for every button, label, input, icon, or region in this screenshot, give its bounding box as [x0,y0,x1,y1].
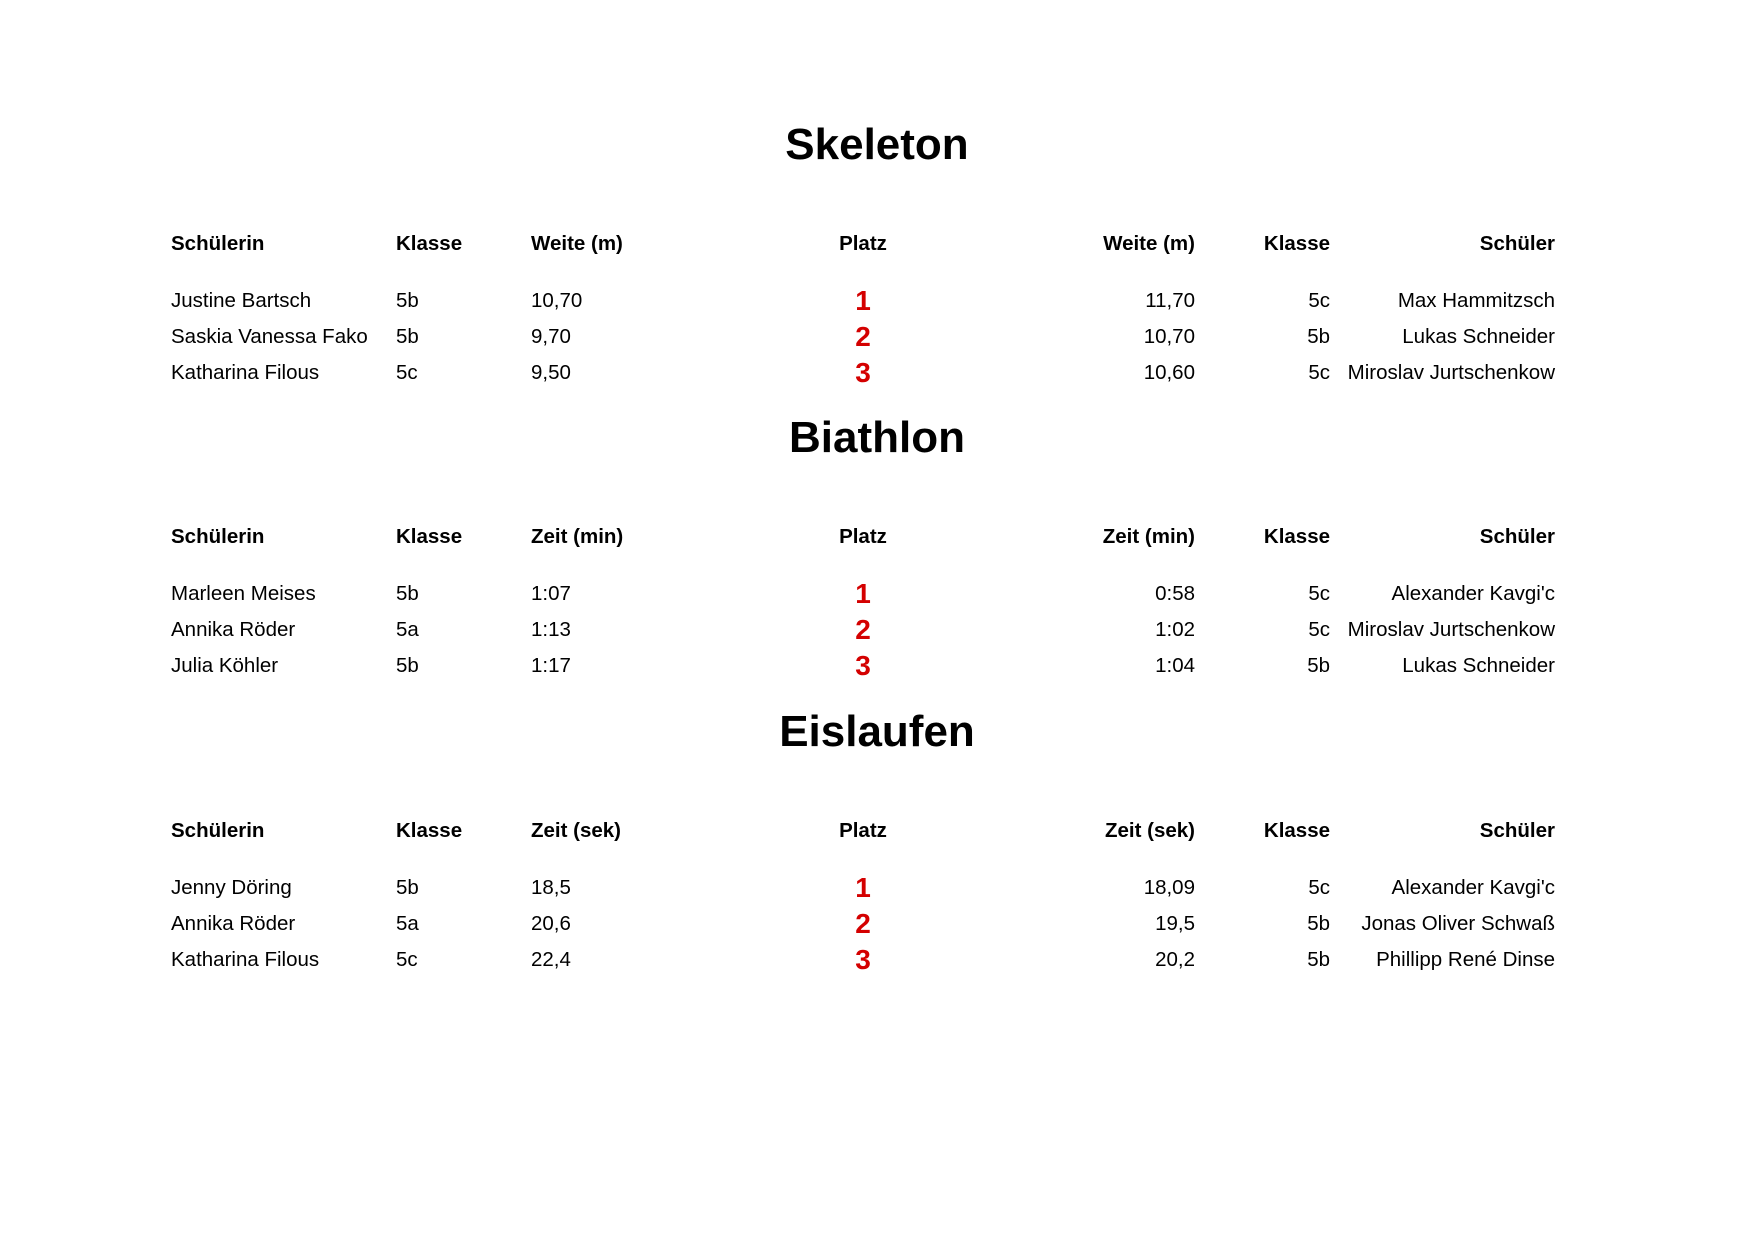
female-class: 5c [396,361,418,384]
male-name: Phillipp René Dinse [1376,948,1555,971]
male-class: 5b [1307,948,1330,971]
place-number: 1 [855,578,871,609]
section-title: Eislaufen [779,707,975,756]
female-class: 5c [396,948,418,971]
header-female-value: Weite (m) [531,232,623,255]
female-name: Annika Röder [171,618,296,641]
male-value: 10,70 [1143,325,1195,348]
male-value: 18,09 [1143,876,1195,899]
female-name: Katharina Filous [171,361,320,384]
female-name: Katharina Filous [171,948,320,971]
male-value: 1:02 [1155,618,1195,641]
male-value: 0:58 [1155,582,1195,605]
header-male-value: Zeit (sek) [1105,819,1195,842]
table-row [0,942,1754,978]
male-name: Miroslav Jurtschenkow [1347,361,1555,384]
place-number: 2 [855,614,871,645]
place-number: 1 [855,285,871,316]
male-class: 5c [1308,618,1330,641]
female-class: 5a [396,912,419,935]
male-class: 5c [1308,582,1330,605]
male-name: Jonas Oliver Schwaß [1361,912,1555,935]
female-name: Jenny Döring [171,876,292,899]
place-number: 2 [855,321,871,352]
header-male-class: Klasse [1263,232,1330,255]
header-place: Platz [839,525,887,548]
male-name: Max Hammitzsch [1397,289,1555,312]
header-female-class: Klasse [396,525,463,548]
table-header-row [0,519,1754,555]
female-name: Justine Bartsch [171,289,312,312]
header-female-class: Klasse [396,819,463,842]
female-name: Marleen Meises [171,582,316,605]
place-number: 3 [855,650,871,681]
female-value: 22,4 [531,948,571,971]
female-value: 1:13 [531,618,571,641]
header-female-name: Schülerin [171,232,265,255]
female-value: 1:07 [531,582,571,605]
female-class: 5b [396,582,419,605]
header-female-class: Klasse [396,232,463,255]
male-class: 5b [1307,325,1330,348]
header-female-value: Zeit (min) [531,525,624,548]
table-header-row [0,813,1754,849]
table-row [0,355,1754,391]
header-male-value: Zeit (min) [1102,525,1195,548]
male-class: 5b [1307,654,1330,677]
male-value: 19,5 [1155,912,1195,935]
header-male-name: Schüler [1479,819,1555,842]
section-title: Biathlon [789,413,965,462]
place-number: 2 [855,908,871,939]
female-class: 5b [396,325,419,348]
header-male-value: Weite (m) [1103,232,1195,255]
header-male-class: Klasse [1263,525,1330,548]
section-title: Skeleton [785,120,969,169]
male-class: 5b [1307,912,1330,935]
header-male-class: Klasse [1263,819,1330,842]
table-row [0,283,1754,319]
header-male-name: Schüler [1479,232,1555,255]
header-female-name: Schülerin [171,819,265,842]
table-row [0,648,1754,684]
header-male-name: Schüler [1479,525,1555,548]
male-name: Lukas Schneider [1402,654,1555,677]
header-female-value: Zeit (sek) [531,819,621,842]
male-class: 5c [1308,361,1330,384]
female-class: 5b [396,654,419,677]
table-row [0,319,1754,355]
female-name: Saskia Vanessa Fako [171,325,368,348]
table-row [0,612,1754,648]
female-value: 10,70 [531,289,583,312]
male-name: Miroslav Jurtschenkow [1347,618,1555,641]
table-row [0,576,1754,612]
male-value: 10,60 [1143,361,1195,384]
table-row [0,870,1754,906]
table-header-row [0,226,1754,262]
female-class: 5a [396,618,419,641]
female-value: 18,5 [531,876,571,899]
female-name: Annika Röder [171,912,296,935]
header-place: Platz [839,232,887,255]
female-value: 1:17 [531,654,571,677]
female-class: 5b [396,289,419,312]
header-female-name: Schülerin [171,525,265,548]
male-name: Alexander Kavgi'c [1391,582,1555,605]
place-number: 1 [855,872,871,903]
female-name: Julia Köhler [171,654,279,677]
female-value: 9,70 [531,325,571,348]
male-value: 20,2 [1155,948,1195,971]
female-value: 9,50 [531,361,571,384]
place-number: 3 [855,944,871,975]
male-value: 11,70 [1145,289,1195,312]
male-name: Alexander Kavgi'c [1391,876,1555,899]
table-row [0,906,1754,942]
male-class: 5c [1308,289,1330,312]
header-place: Platz [839,819,887,842]
male-value: 1:04 [1155,654,1195,677]
male-class: 5c [1308,876,1330,899]
female-value: 20,6 [531,912,571,935]
female-class: 5b [396,876,419,899]
place-number: 3 [855,357,871,388]
male-name: Lukas Schneider [1402,325,1555,348]
